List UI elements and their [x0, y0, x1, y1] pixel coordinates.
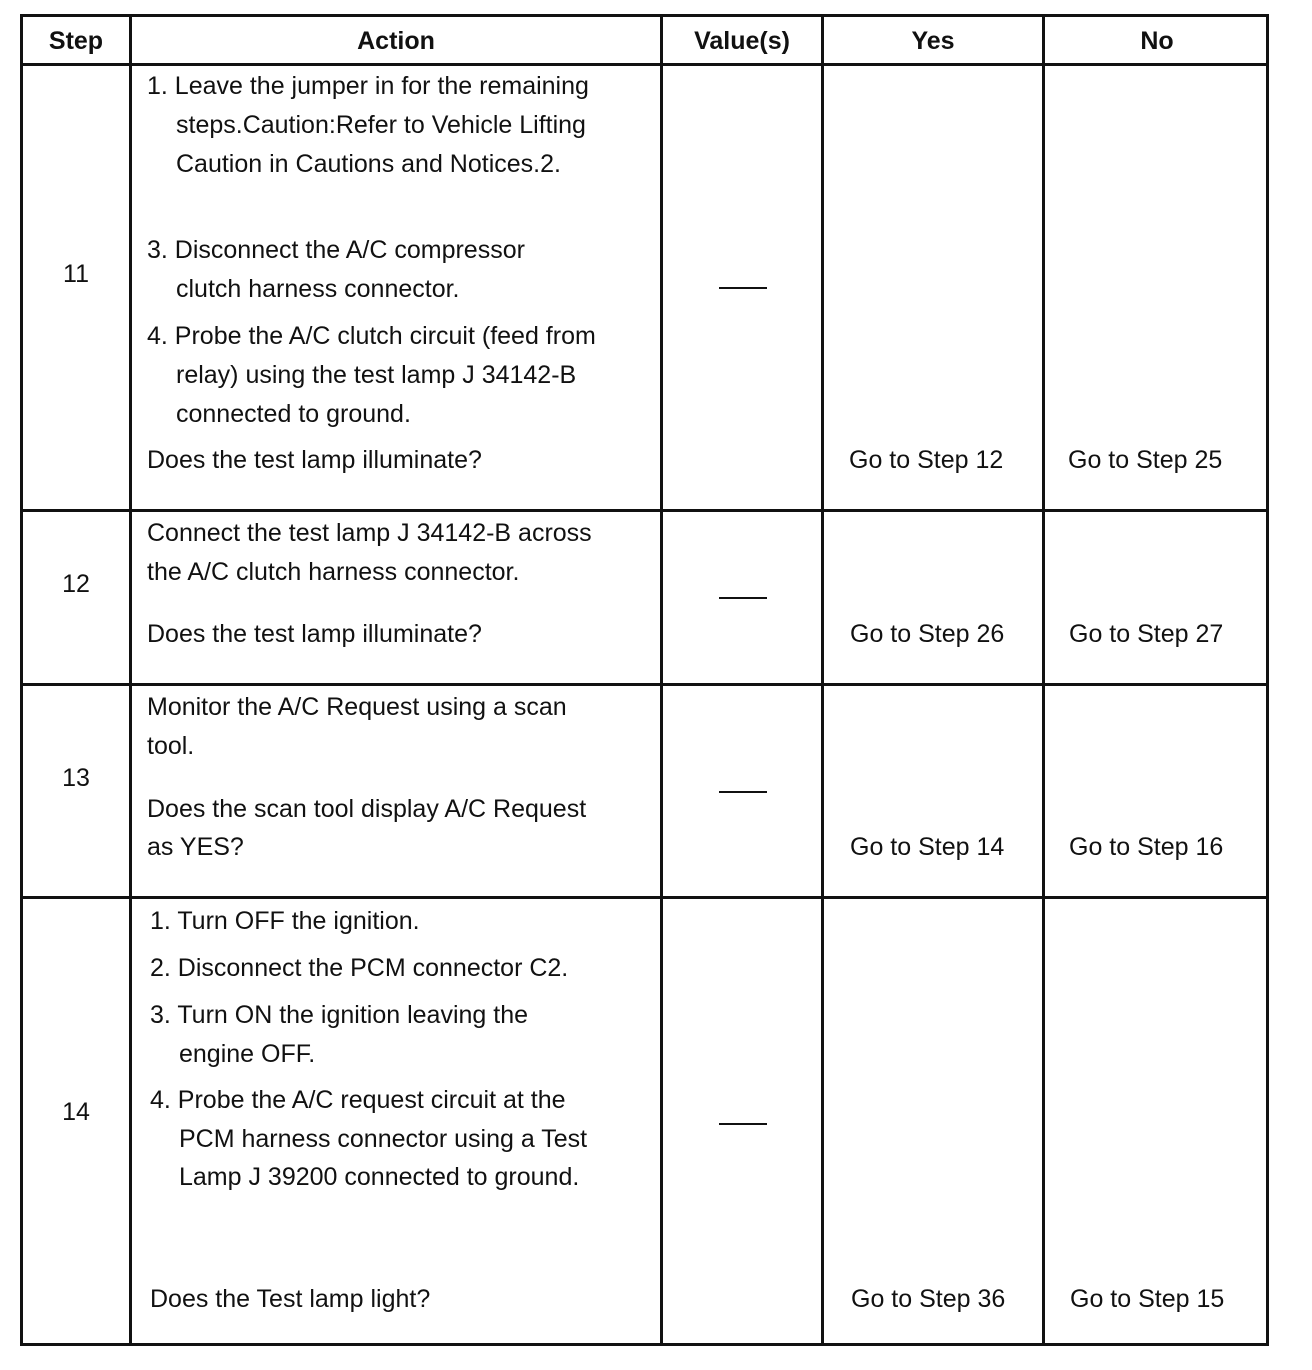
header-action: Action: [357, 27, 435, 55]
action-question: Does the test lamp illuminate?: [147, 446, 482, 474]
action-question: Does the scan tool display A/C Request: [147, 795, 587, 823]
action-line: 4. Probe the A/C request circuit at the: [150, 1086, 566, 1114]
column-divider: [1042, 17, 1045, 1343]
step-number: 14: [62, 1098, 90, 1126]
action-line: PCM harness connector using a Test: [179, 1125, 588, 1153]
header-values: Value(s): [694, 27, 790, 55]
header-yes: Yes: [911, 27, 955, 55]
header-step: Step: [48, 27, 104, 55]
step-number: 13: [62, 764, 90, 792]
yes-result: Go to Step 12: [849, 446, 1004, 474]
row-divider: [23, 896, 1266, 899]
step-number: 11: [63, 260, 89, 288]
action-line: relay) using the test lamp J 34142-B: [176, 361, 577, 389]
row-divider: [23, 509, 1266, 512]
action-line: connected to ground.: [176, 400, 411, 428]
column-divider: [821, 17, 824, 1343]
diagnostic-table: [20, 14, 1269, 1346]
action-question: Does the test lamp illuminate?: [147, 620, 482, 648]
column-divider: [660, 17, 663, 1343]
yes-result: Go to Step 36: [851, 1285, 1006, 1313]
row-divider: [23, 683, 1266, 686]
action-line: the A/C clutch harness connector.: [147, 558, 520, 586]
value-dash: [719, 791, 767, 793]
action-line: 1. Turn OFF the ignition.: [150, 907, 420, 935]
no-result: Go to Step 16: [1069, 833, 1224, 861]
yes-result: Go to Step 14: [850, 833, 1005, 861]
action-line: clutch harness connector.: [176, 275, 460, 303]
value-dash: [719, 1123, 767, 1125]
yes-result: Go to Step 26: [850, 620, 1005, 648]
action-line: steps.Caution:Refer to Vehicle Lifting: [176, 111, 586, 139]
action-line: Monitor the A/C Request using a scan: [147, 693, 567, 721]
no-result: Go to Step 27: [1069, 620, 1224, 648]
no-result: Go to Step 25: [1068, 446, 1223, 474]
column-divider: [129, 17, 132, 1343]
value-dash: [719, 287, 767, 289]
action-line: 4. Probe the A/C clutch circuit (feed from: [147, 322, 596, 350]
action-line: 2. Disconnect the PCM connector C2.: [150, 954, 569, 982]
action-question: Does the Test lamp light?: [150, 1285, 431, 1313]
value-dash: [719, 597, 767, 599]
action-line: Caution in Cautions and Notices.2.: [176, 150, 561, 178]
action-line: 1. Leave the jumper in for the remaining: [147, 72, 589, 100]
action-line: 3. Disconnect the A/C compressor: [147, 236, 525, 264]
action-line: tool.: [147, 732, 195, 760]
action-line: Connect the test lamp J 34142-B across: [147, 519, 592, 547]
header-no: No: [1140, 27, 1174, 55]
step-number: 12: [62, 570, 90, 598]
action-line: Lamp J 39200 connected to ground.: [179, 1163, 580, 1191]
action-line: engine OFF.: [179, 1040, 316, 1068]
action-question: as YES?: [147, 833, 244, 861]
action-line: 3. Turn ON the ignition leaving the: [150, 1001, 529, 1029]
no-result: Go to Step 15: [1070, 1285, 1225, 1313]
